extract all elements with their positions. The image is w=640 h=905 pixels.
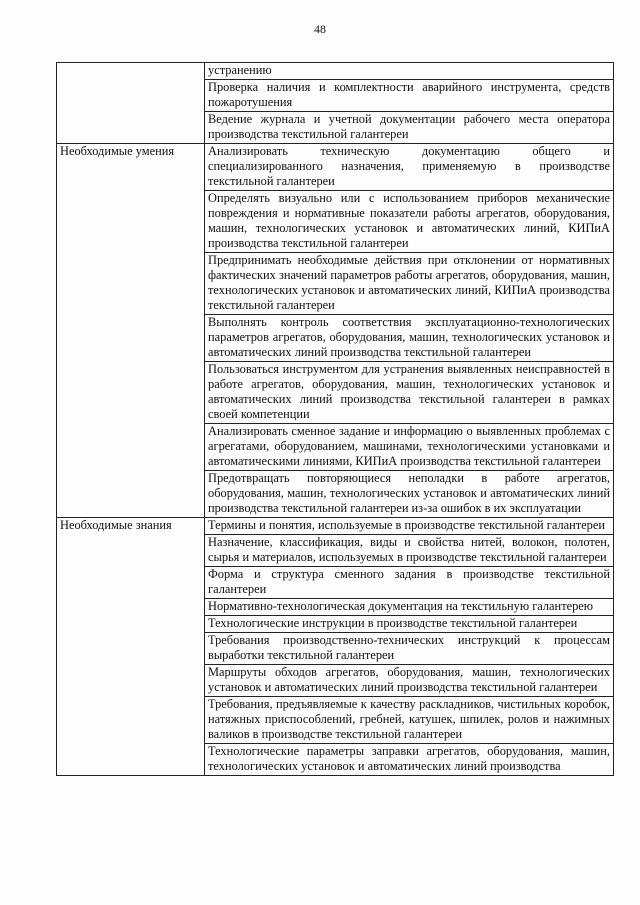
requirement-text: Маршруты обходов агрегатов, оборудования, машин, технологических установок и автоматических линий производства текстильной галантереи — [208, 665, 610, 694]
requirement-text: Предотвращать повторяющиеся неполадки в работе агрегатов, оборудования, машин, технологических установок и автоматических линий производства текстильной галантереи из-за ошибок в их эксплуатации — [208, 471, 610, 515]
requirement-cell — [205, 599, 614, 616]
requirement-cell — [205, 633, 614, 665]
requirement-text: Технологические параметры заправки агрегатов, оборудования, машин, технологических установок и автоматических линий производства — [208, 744, 610, 773]
requirement-text: Ведение журнала и учетной документации рабочего места оператора производства текстильной галантереи — [208, 112, 610, 141]
competency-table — [56, 62, 614, 776]
requirement-text: Предпринимать необходимые действия при отклонении от нормативных фактических значений параметров работы агрегатов, оборудования, машин, технологических установок и автоматических линий, КИПиА производства текстильной галантереи — [208, 253, 610, 312]
table-row — [57, 63, 614, 80]
requirement-cell — [205, 471, 614, 518]
requirement-text: Определять визуально или с использованием приборов механические повреждения и нормативные показатели работы агрегатов, оборудования, машин, технологических установок и автоматических линий, КИПиА производства текстильной галантереи — [208, 191, 610, 250]
requirement-cell — [205, 424, 614, 471]
requirement-cell — [205, 567, 614, 599]
requirement-text: Технологические инструкции в производстве текстильной галантереи — [208, 616, 578, 630]
requirement-text: Пользоваться инструментом для устранения выявленных неисправностей в работе агрегатов, оборудования, машин, технологических установок и автоматических линий производства текстильной галантереи в рамках своей компетенции — [208, 362, 610, 421]
requirement-cell — [205, 616, 614, 633]
requirement-cell — [205, 518, 614, 535]
section-label: Необходимые умения — [57, 144, 205, 518]
table-row — [57, 518, 614, 535]
section-label — [57, 63, 205, 144]
requirement-text: Требования производственно-технических инструкций к процессам выработки текстильной галантереи — [208, 633, 610, 662]
requirement-cell — [205, 665, 614, 697]
requirement-text: Нормативно-технологическая документация на текстильную галантерею — [208, 599, 594, 613]
requirement-cell — [205, 253, 614, 315]
requirement-cell — [205, 535, 614, 567]
requirement-cell — [205, 744, 614, 776]
table-body — [57, 63, 614, 776]
requirement-cell — [205, 144, 614, 191]
requirement-cell — [205, 112, 614, 144]
requirement-text: Анализировать техническую документацию общего и специализированного назначения, применяемую в производстве текстильной галантереи — [208, 144, 610, 188]
requirement-text: Проверка наличия и комплектности аварийного инструмента, средств пожаротушения — [208, 80, 610, 109]
requirement-text: Термины и понятия, используемые в производстве текстильной галантереи — [208, 518, 606, 532]
requirement-cell — [205, 362, 614, 424]
requirement-cell — [205, 63, 614, 80]
section-label: Необходимые знания — [57, 518, 205, 776]
table-row — [57, 144, 614, 191]
requirement-cell — [205, 191, 614, 253]
requirement-cell — [205, 80, 614, 112]
requirement-text: Назначение, классификация, виды и свойства нитей, волокон, полотен, сырья и материалов, используемых в производстве текстильной галантереи — [208, 535, 610, 564]
requirement-cell — [205, 315, 614, 362]
requirement-text: устранению — [208, 63, 272, 77]
requirement-text: Форма и структура сменного задания в производстве текстильной галантереи — [208, 567, 610, 596]
requirement-cell — [205, 697, 614, 744]
requirement-text: Требования, предъявляемые к качеству раскладников, чистильных коробок, натяжных приспособлений, гребней, катушек, шпилек, ролов и нажимных валиков в производстве текстильной галантереи — [208, 697, 610, 741]
requirement-text: Выполнять контроль соответствия эксплуатационно-технологических параметров агрегатов, оборудования, машин, технологических установок и автоматических линий производства текстильной галантереи — [208, 315, 610, 359]
page-number: 48 — [314, 22, 326, 36]
requirement-text: Анализировать сменное задание и информацию о выявленных проблемах с агрегатами, оборудованием, машинами, технологическими установками и автоматическими линиями, КИПиА производства текстильной галантереи — [208, 424, 610, 468]
